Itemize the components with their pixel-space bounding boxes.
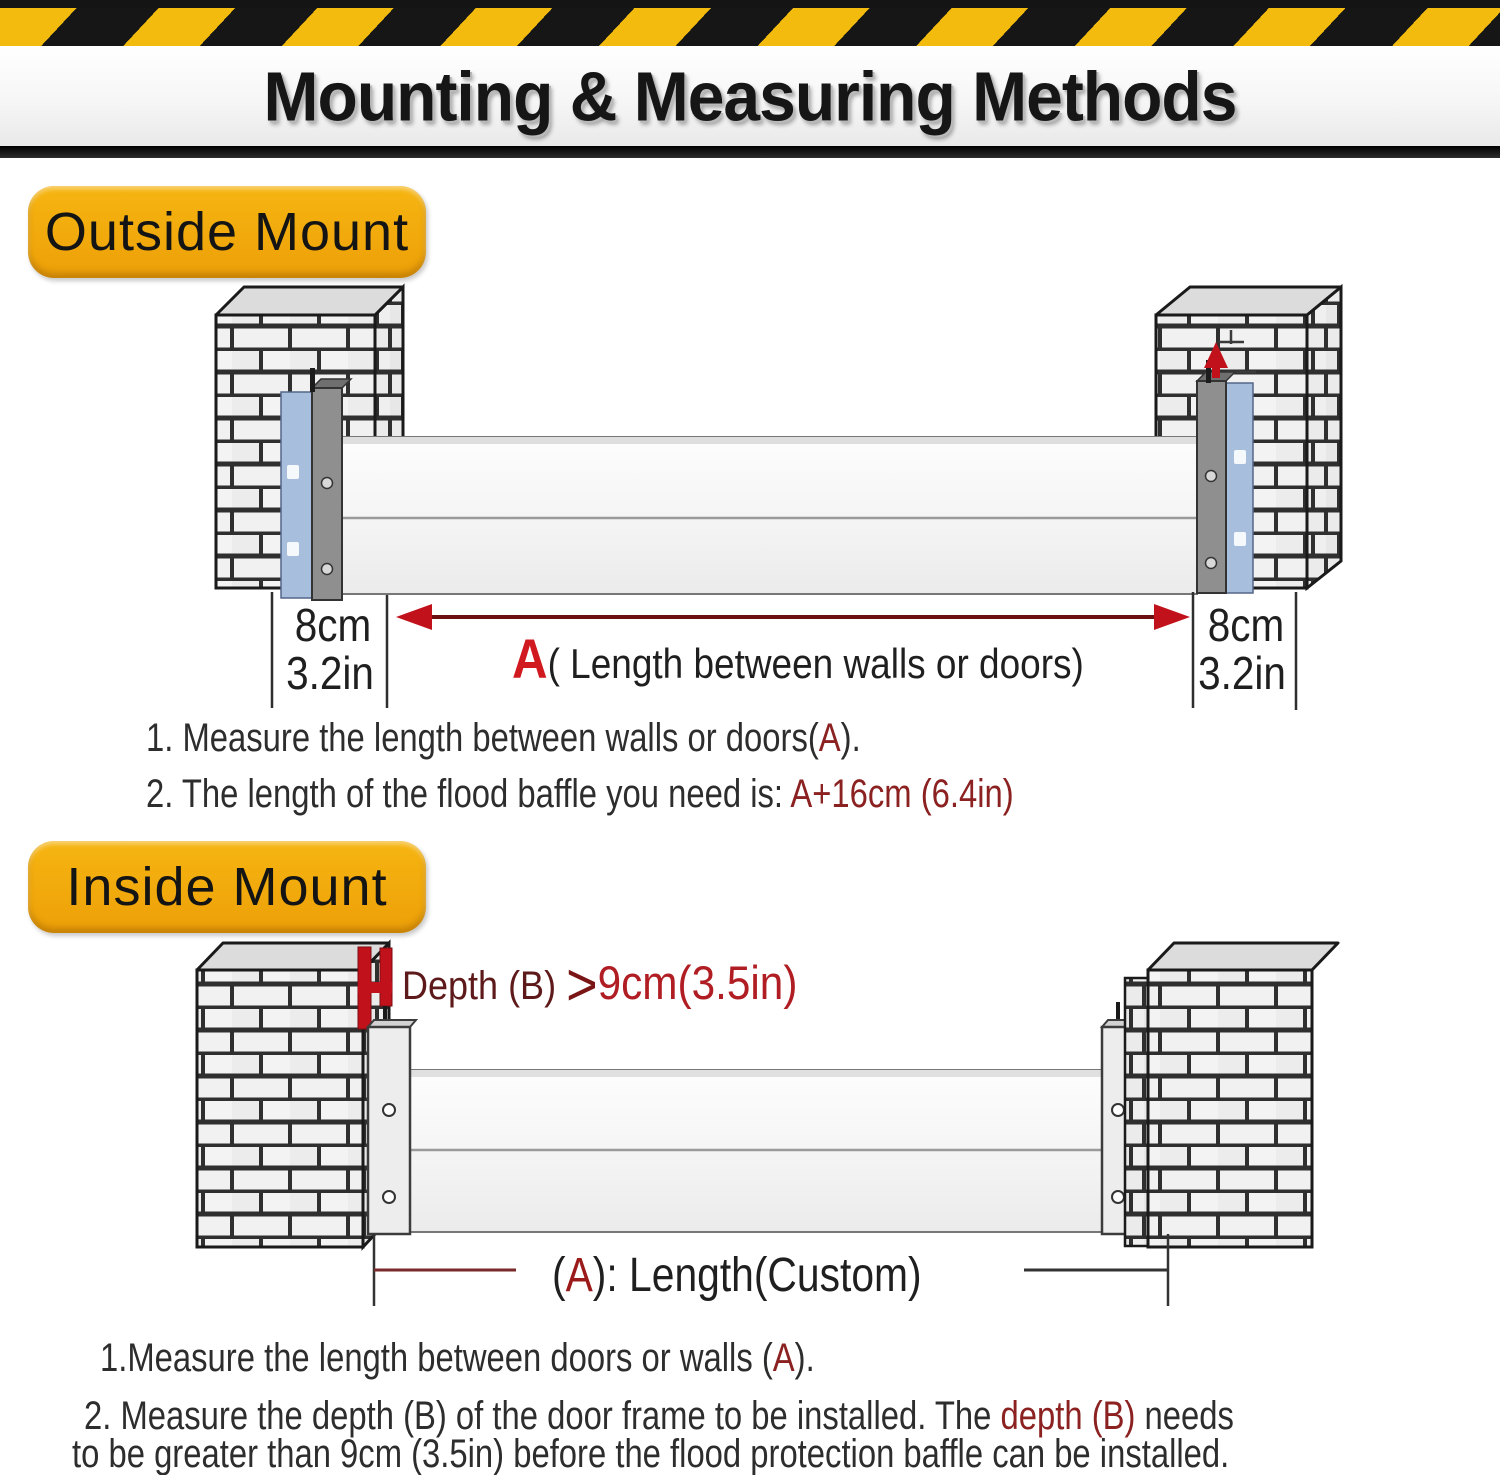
outside-step-1: 1. Measure the length between walls or doors(A). (146, 716, 861, 760)
hazard-stripe-banner (0, 0, 1500, 46)
left-mounting-channel (368, 1020, 416, 1234)
right-offset-cm: 8cm (1207, 599, 1285, 651)
custom-length-label: (A): Length(Custom) (552, 1249, 922, 1302)
inside-step-2-continued: to be greater than 9cm (3.5in) before the flood protection baffle can be installed. (72, 1432, 1230, 1475)
outside-mount-badge (28, 186, 426, 278)
title-bar (0, 46, 1500, 146)
left-offset-in: 3.2in (286, 647, 374, 699)
span-a-label: A( Length between walls or doors) (512, 627, 1084, 690)
span-a-letter: A (512, 627, 548, 690)
title-divider (0, 146, 1500, 158)
inside-step-2: 2. Measure the depth (B) of the door frame to be installed. The depth (B) needs (84, 1394, 1234, 1438)
left-offset-cm: 8cm (294, 599, 372, 651)
right-offset-in: 3.2in (1198, 647, 1286, 699)
page-title: Mounting & Measuring Methods (263, 56, 1237, 136)
flood-barrier-panel (410, 1070, 1102, 1232)
anchor-pin (310, 368, 315, 392)
inside-mount-badge-label: Inside Mount (66, 857, 388, 917)
outside-step-2: 2. The length of the flood baffle you need is: A+16cm (6.4in) (146, 772, 1014, 816)
outside-mount-badge-label: Outside Mount (44, 202, 410, 262)
inside-mount-badge (28, 841, 426, 933)
right-pillar (1125, 943, 1338, 1247)
depth-requirement-label: Depth (B) >9cm(3.5in) (402, 951, 798, 1018)
inside-step-1: 1.Measure the length between doors or walls (A). (100, 1336, 815, 1380)
left-mounting-channel (281, 368, 351, 600)
flood-barrier-panel (342, 437, 1197, 594)
